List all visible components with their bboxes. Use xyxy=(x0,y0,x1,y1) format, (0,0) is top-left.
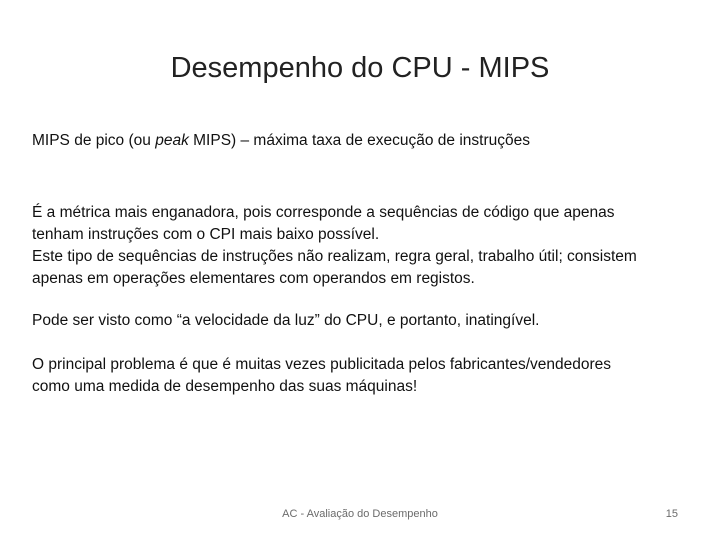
footer-title: AC - Avaliação do Desempenho xyxy=(282,508,438,520)
paragraph-main-problem xyxy=(32,354,682,398)
paragraph1-prefix: MIPS de pico (ou xyxy=(32,132,156,149)
page-number: 15 xyxy=(665,508,678,520)
slide-title: Desempenho do CPU - MIPS xyxy=(170,52,550,84)
paragraph2-line: apenas em operações elementares com operandos em registos. xyxy=(32,270,475,287)
paragraph4-line: como uma medida de desempenho das suas máquinas! xyxy=(32,378,418,395)
paragraph-speed-of-light: Pode ser visto como “a velocidade da luz” do CPU, e portanto, inatingível. xyxy=(32,312,540,329)
paragraph2-line: tenham instruções com o CPI mais baixo possível. xyxy=(32,226,380,243)
paragraph1-suffix: MIPS) – máxima taxa de execução de instruções xyxy=(188,132,530,149)
paragraph1-emphasis: peak xyxy=(155,132,189,149)
paragraph2-line: É a métrica mais enganadora, pois corresponde a sequências de código que apenas xyxy=(32,204,615,221)
paragraph4-line: O principal problema é que é muitas vezes publicitada pelos fabricantes/vendedores xyxy=(32,356,612,373)
paragraph2-line: Este tipo de sequências de instruções não realizam, regra geral, trabalho útil; consistem xyxy=(32,248,637,265)
paragraph-misleading-metric xyxy=(32,202,682,290)
paragraph-peak-mips xyxy=(32,130,682,152)
